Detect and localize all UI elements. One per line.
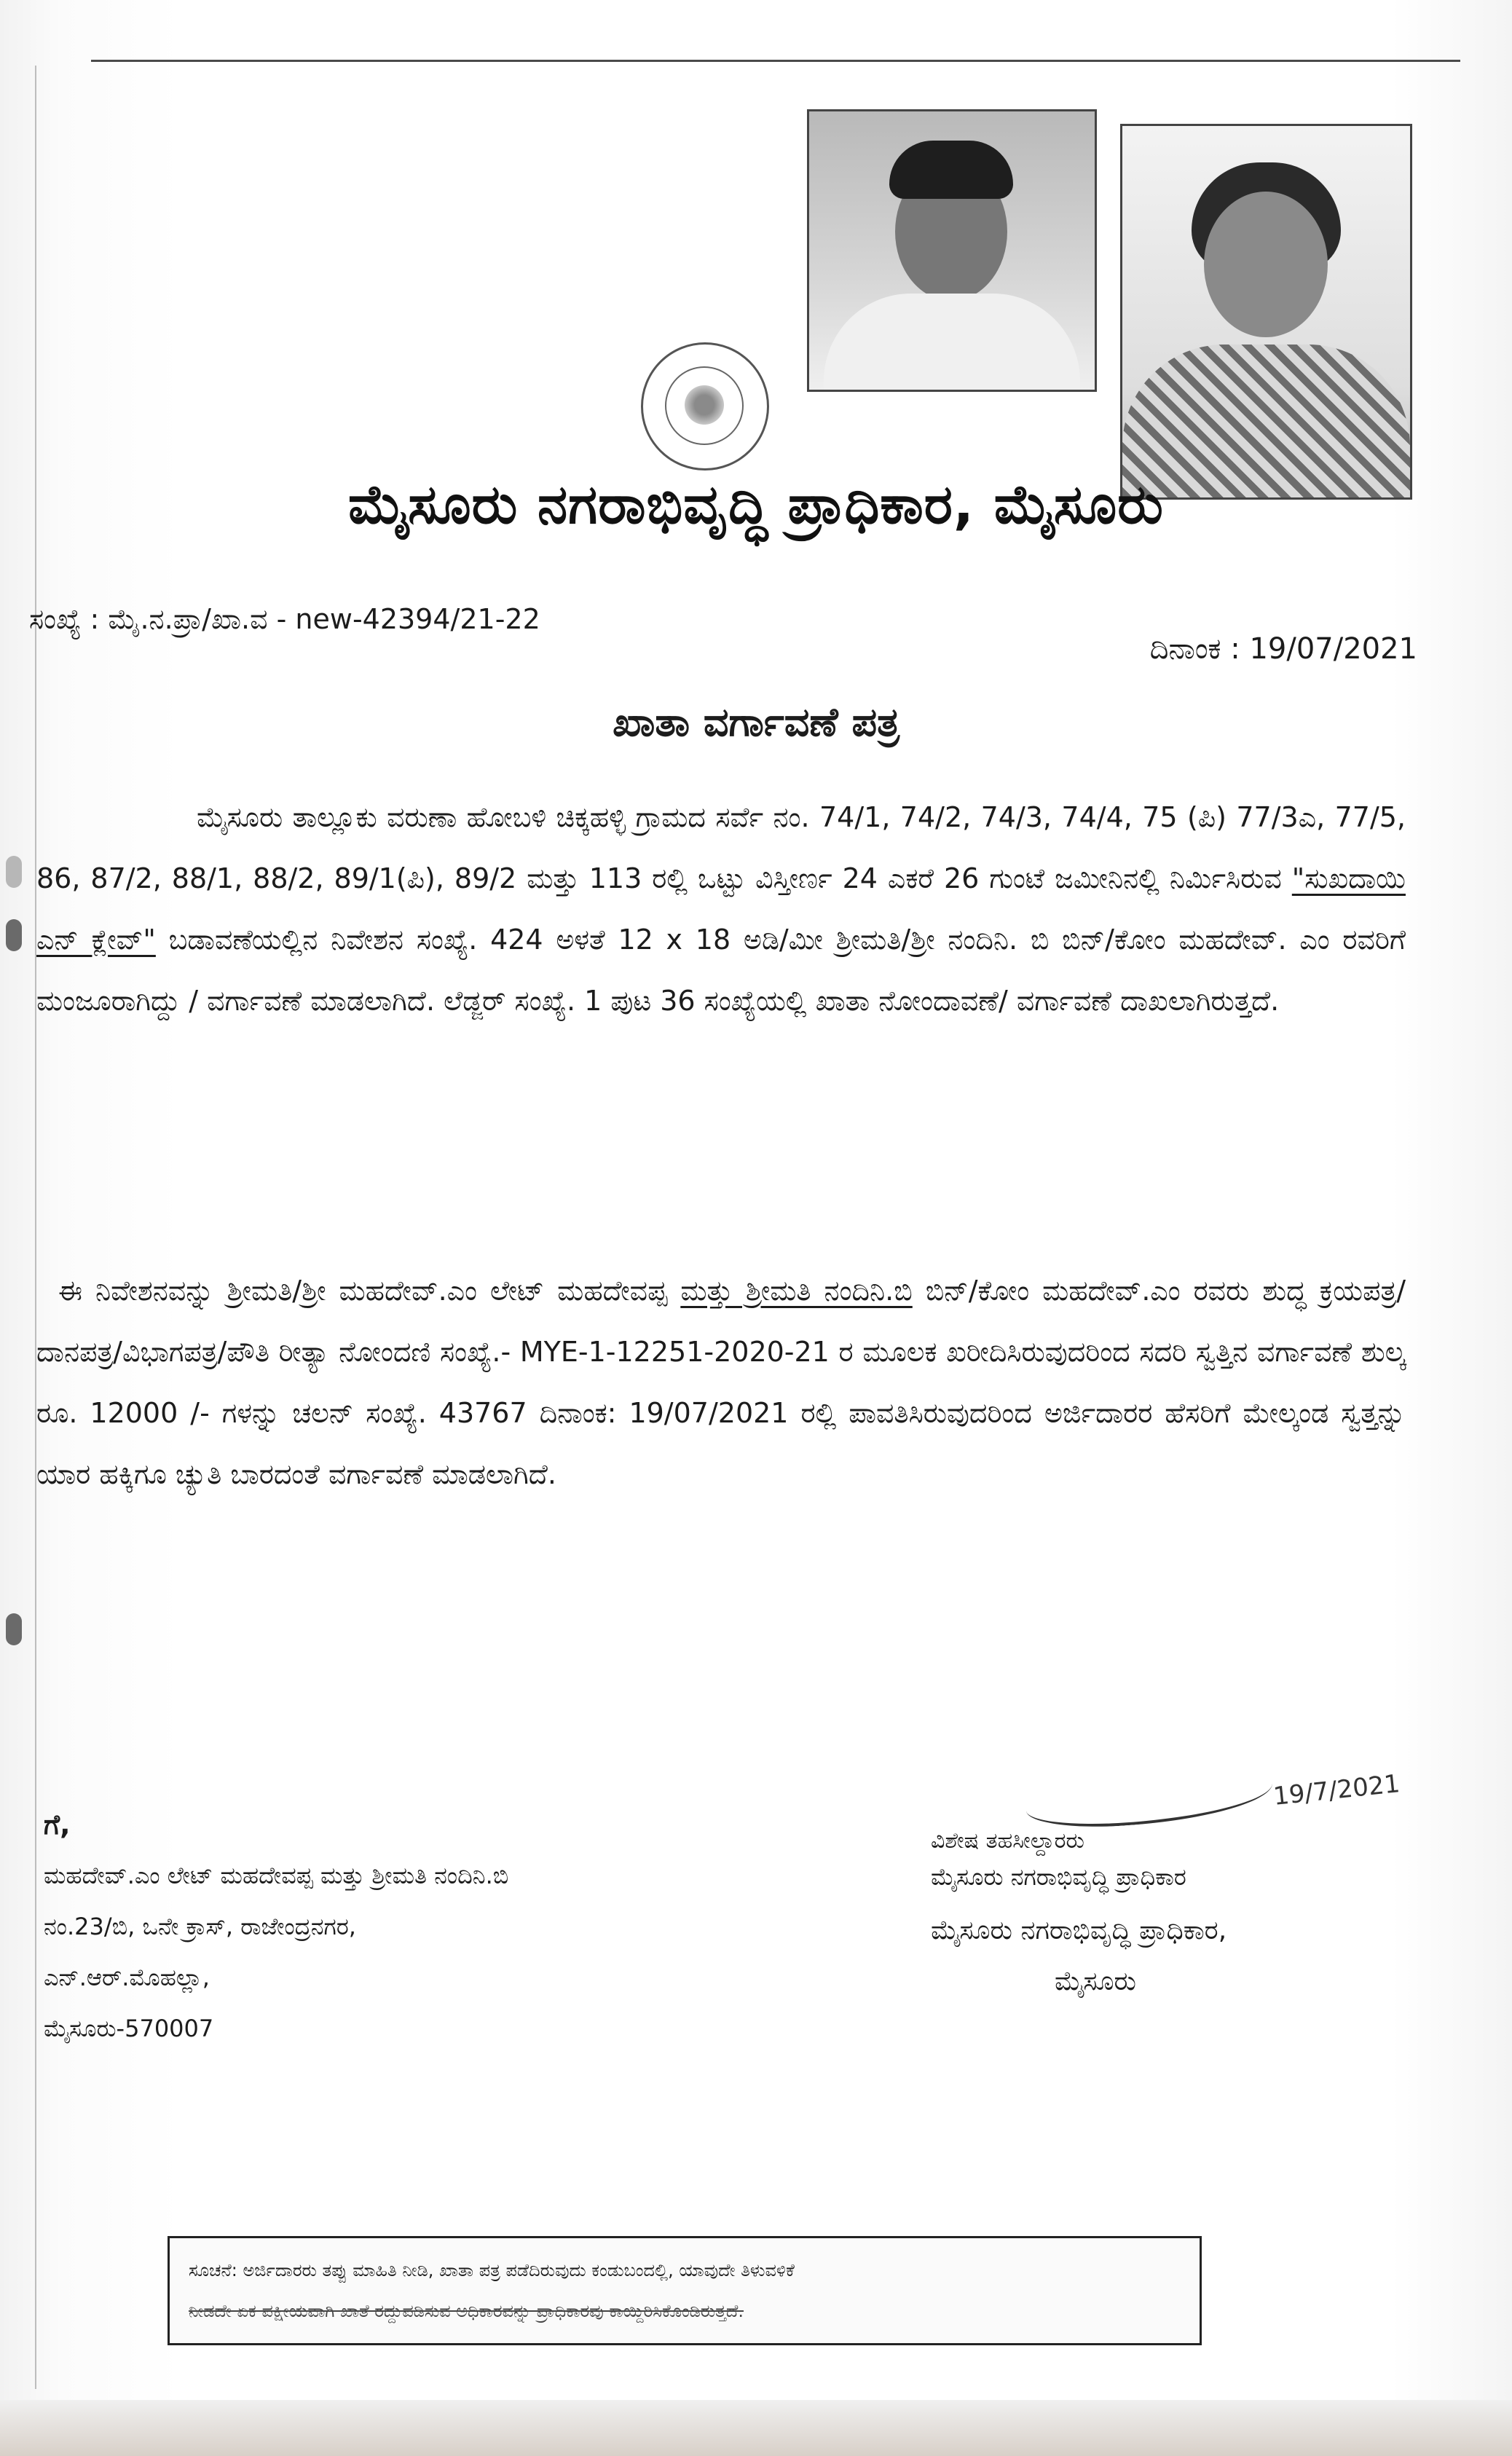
notice-line: ಸೂಚನೆ: ಅರ್ಜಿದಾರರು ತಪ್ಪು ಮಾಹಿತಿ ನೀಡಿ, ಖಾತಾ ಪತ್ರ ಪಡೆದಿರುವುದು ಕಂಡುಬಂದಲ್ಲಿ, ಯಾವುದೇ ತಿಳುವಳಿಕೆ xyxy=(189,2260,795,2280)
paragraph-text: ಬಡಾವಣೆಯಲ್ಲಿನ ನಿವೇಶನ ಸಂಖ್ಯೆ. 424 ಅಳತೆ 12 x 18 ಅಡಿ/ಮೀ ಶ್ರೀಮತಿ/ಶ್ರೀ ನಂದಿನಿ. ಬಿ ಬಿನ್/ಕೋಂ ಮಹದೇವ್. ಎಂ ರವರಿಗೆ ಮಂಜೂರಾಗಿದ್ದು / ವರ್ಗಾವಣೆ ಮಾಡಲಾಗಿದೆ. ಲೆಡ್ಜರ್ ಸಂಖ್ಯೆ. 1 ಪುಟ 36 ಸಂಖ್ಯೆಯಲ್ಲಿ ಖಾತಾ ನೋಂದಾವಣೆ/ ವರ್ಗಾವಣೆ ದಾಖಲಾಗಿರುತ್ತದೆ. xyxy=(36,924,1406,1017)
paragraph-text: ಮೈಸೂರು ತಾಲ್ಲೂಕು ವರುಣಾ ಹೋಬಳಿ ಚಿಕ್ಕಹಳ್ಳಿ ಗ್ರಾಮದ ಸರ್ವೆ ನಂ. 74/1, 74/2, 74/3, 74/4, 75 (ಪಿ) 77/3ಎ, 77/5, 86, 87/2, 88/1, 88/2, 89/1(ಪಿ), 89/2 ಮತ್ತು 113 ರಲ್ಲಿ ಒಟ್ಟು ವಿಸ್ತೀರ್ಣ 24 ಎಕರೆ 26 ಗುಂಟೆ ಜಮೀನಿನಲ್ಲಿ ನಿರ್ಮಿಸಿರುವ xyxy=(36,801,1406,894)
signature-scribble-icon xyxy=(1024,1761,1275,1833)
binder-hole xyxy=(6,919,22,951)
document-date: ದಿನಾಂಕ : 19/07/2021 xyxy=(1149,632,1417,666)
left-border xyxy=(35,66,36,2389)
notice-box xyxy=(168,2236,1202,2345)
paragraph-allotment xyxy=(36,787,1406,1031)
recipient-salutation: ಗೆ, xyxy=(44,1808,71,1841)
recipient-name: ಮಹದೇವ್.ಎಂ ಲೇಟ್ ಮಹದೇವಪ್ಪ ಮತ್ತು ಶ್ರೀಮತಿ ನಂದಿನಿ.ಬಿ xyxy=(44,1862,509,1889)
authority-seal-icon xyxy=(641,342,769,471)
recipient-address xyxy=(44,1799,508,2054)
document-subtitle: ಖಾತಾ ವರ್ಗಾವಣೆ ಪತ್ರ xyxy=(612,699,900,745)
recipient-city: ಮೈಸೂರು-570007 xyxy=(44,2015,214,2042)
notice-line: ನೀಡದೇ ಏಕ ಪಕ್ಷೀಯವಾಗಿ ಖಾತೆ ರದ್ದುಪಡಿಸುವ ಅಧಿಕಾರವನ್ನು ಪ್ರಾಧಿಕಾರವು ಕಾಯ್ದಿರಿಸಿಕೊಂಡಿರುತ್ತದೆ. xyxy=(189,2301,744,2321)
seal-emblem-icon xyxy=(682,381,726,429)
recipient-street: ನಂ.23/ಬಿ, ಒನೇ ಕ್ರಾಸ್, ರಾಜೇಂದ್ರನಗರ, xyxy=(44,1913,356,1940)
layout-name: "ಸುಖದಾಯಿ ಎನ್ ಕ್ಲೇವ್" xyxy=(36,862,1406,956)
reference-number: ಸಂಖ್ಯೆ : ಮೈ.ನ.ಪ್ರಾ/ಖಾ.ವ - new-42394/21-22 xyxy=(29,603,540,635)
seal-inner-ring xyxy=(665,366,744,445)
top-border xyxy=(91,60,1460,62)
paragraph-text: ಬಿನ್/ಕೋಂ ಮಹದೇವ್.ಎಂ ರವರು ಶುದ್ಧ ಕ್ರಯಪತ್ರ/ ದಾನಪತ್ರ/ವಿಭಾಗಪತ್ರ/ಪೌತಿ ರೀತ್ಯಾ ನೋಂದಣಿ ಸಂಖ್ಯೆ.- MYE-1-12251-2020-21 ರ ಮೂಲಕ ಖರೀದಿಸಿರುವುದರಿಂದ ಸದರಿ ಸ್ವತ್ತಿನ ವರ್ಗಾವಣೆ ಶುಲ್ಕ ರೂ. 12000 /- ಗಳನ್ನು ಚಲನ್ ಸಂಖ್ಯೆ. 43767 ದಿನಾಂಕ: 19/07/2021 ರಲ್ಲಿ ಪಾವತಿಸಿರುವುದರಿಂದ ಅರ್ಜಿದಾರರ ಹೆಸರಿಗೆ ಮೇಲ್ಕಂಡ ಸ್ವತ್ತನ್ನು ಯಾರ ಹಕ್ಕಿಗೂ ಚ್ಯುತಿ ಬಾರದಂತೆ ವರ್ಗಾವಣೆ ಮಾಡಲಾಗಿದೆ. xyxy=(36,1275,1406,1490)
document-title: ಮೈಸೂರು ನಗರಾಭಿವೃದ್ಧಿ ಪ್ರಾಧಿಕಾರ, ಮೈಸೂರು xyxy=(348,473,1164,536)
paragraph-transfer xyxy=(36,1260,1406,1505)
hair xyxy=(889,141,1013,199)
signatory-authority: ಮೈಸೂರು ನಗರಾಭಿವೃದ್ಧಿ ಪ್ರಾಧಿಕಾರ, xyxy=(931,1916,1227,1945)
paragraph-text: ಈ ನಿವೇಶನವನ್ನು ಶ್ರೀಮತಿ/ಶ್ರೀ ಮಹದೇವ್.ಎಂ ಲೇಟ್ ಮಹದೇವಪ್ಪ xyxy=(58,1275,681,1307)
signatory-office-stamp: ಮೈಸೂರು ನಗರಾಭಿವೃದ್ಧಿ ಪ್ರಾಧಿಕಾರ xyxy=(931,1863,1186,1891)
shirt xyxy=(824,294,1080,392)
recipient-locality: ಎನ್.ಆರ್.ಮೊಹಲ್ಲಾ, xyxy=(44,1964,210,1991)
signatory-designation: ವಿಶೇಷ ತಹಸೀಲ್ದಾರರು xyxy=(931,1828,1084,1854)
signatory-city: ಮೈಸೂರು xyxy=(1055,1967,1136,1996)
binder-hole xyxy=(6,1613,22,1645)
applicant-photo-male xyxy=(807,109,1097,392)
binder-hole xyxy=(6,856,22,888)
page-bottom-edge xyxy=(0,2400,1512,2456)
signature-date: 19/7/2021 xyxy=(1272,1768,1401,1812)
face xyxy=(1204,192,1328,337)
applicant-photo-female xyxy=(1120,124,1412,500)
co-owner-name: ಮತ್ತು ಶ್ರೀಮತಿ ನಂದಿನಿ.ಬಿ xyxy=(680,1275,913,1307)
